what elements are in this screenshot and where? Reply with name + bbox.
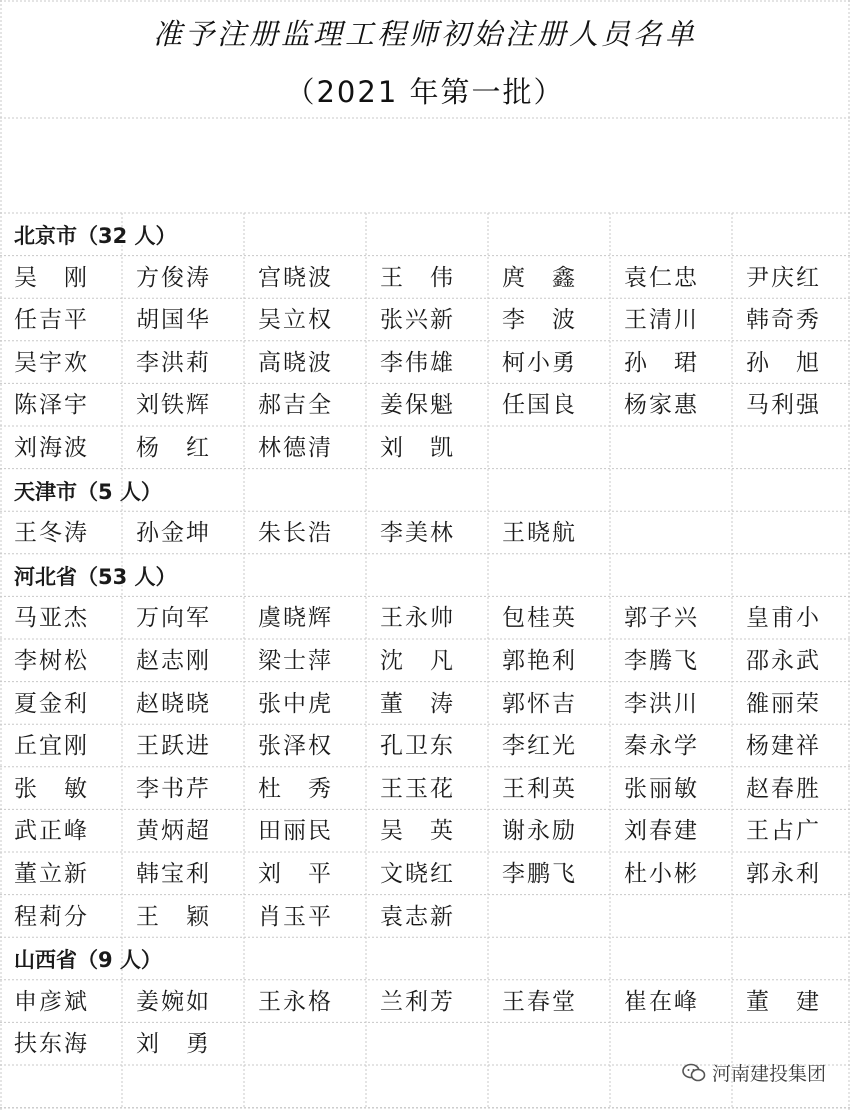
name-cell: 孔卫东 (380, 733, 455, 760)
table-row (0, 341, 850, 384)
name-cell: 郝吉全 (258, 392, 333, 419)
name-cell: 王 颖 (136, 903, 211, 930)
watermark (682, 1059, 826, 1086)
name-cell: 郭艳利 (502, 647, 577, 674)
name-cell: 吴宇欢 (14, 349, 89, 376)
name-cell: 李伟雄 (380, 349, 455, 376)
name-cell: 姜保魁 (380, 392, 455, 419)
name-cell: 杨建祥 (746, 733, 821, 760)
name-cell: 吴 刚 (14, 264, 89, 291)
name-cell: 杨家惠 (624, 392, 699, 419)
name-cell: 郭怀吉 (502, 690, 577, 717)
document-title: 准予注册监理工程师初始注册人员名单 (152, 17, 697, 51)
name-list-table (0, 213, 850, 1065)
name-cell: 梁士萍 (258, 647, 333, 674)
name-cell: 陈泽宇 (14, 392, 89, 419)
name-cell: 马利强 (746, 392, 821, 419)
name-cell: 刘 平 (258, 860, 333, 887)
name-cell: 郭永利 (746, 860, 821, 887)
name-cell: 虞晓辉 (258, 605, 333, 632)
name-cell: 文晓红 (380, 860, 455, 887)
table-row (0, 639, 850, 682)
name-cell: 王玉花 (380, 775, 455, 802)
table-row (0, 383, 850, 426)
name-cell: 姜婉如 (136, 988, 211, 1015)
name-cell: 王 伟 (380, 264, 455, 291)
table-row (0, 298, 850, 341)
name-cell: 王晓航 (502, 520, 577, 547)
name-cell: 张中虎 (258, 690, 333, 717)
name-cell: 李洪莉 (136, 349, 211, 376)
name-cell: 王跃进 (136, 733, 211, 760)
name-cell: 韩奇秀 (746, 307, 821, 334)
section-heading: 山西省（9 人） (14, 948, 162, 973)
table-row (0, 596, 850, 639)
name-cell: 杜小彬 (624, 860, 699, 887)
watermark-text: 河南建投集团 (711, 1063, 826, 1085)
table-row (0, 511, 850, 554)
name-cell: 张丽敏 (624, 775, 699, 802)
table-row (0, 852, 850, 895)
section-heading: 河北省（53 人） (14, 564, 177, 589)
table-row (0, 980, 850, 1023)
name-cell: 郭子兴 (624, 605, 699, 632)
table-row (0, 895, 850, 938)
name-cell: 董 涛 (380, 690, 455, 717)
name-cell: 李书芹 (136, 775, 211, 802)
name-cell: 丘宜刚 (14, 733, 89, 760)
section-heading: 北京市（32 人） (14, 224, 177, 248)
document-subtitle: （2021 年第一批） (285, 75, 565, 109)
name-cell: 王清川 (624, 307, 699, 334)
name-cell: 高晓波 (258, 349, 333, 376)
name-cell: 杨 红 (136, 434, 211, 461)
name-cell: 邵永武 (746, 647, 821, 674)
name-cell: 赵春胜 (746, 775, 821, 802)
name-cell: 刘海波 (14, 434, 89, 461)
name-cell: 刘铁辉 (136, 392, 211, 419)
name-cell: 孙 珺 (624, 349, 699, 376)
name-cell: 皇甫小 (746, 605, 821, 632)
table-row (0, 256, 850, 299)
name-cell: 孙金坤 (136, 520, 211, 547)
name-cell: 王春堂 (502, 988, 577, 1015)
name-cell: 朱长浩 (258, 520, 333, 547)
section-heading: 天津市（5 人） (14, 479, 162, 504)
name-cell: 马亚杰 (14, 605, 89, 632)
name-cell: 李美林 (380, 520, 455, 547)
name-cell: 肖玉平 (258, 903, 333, 930)
name-cell: 包桂英 (502, 605, 577, 632)
name-cell: 黄炳超 (136, 818, 211, 845)
section-header-row (0, 213, 850, 256)
section-header-row (0, 937, 850, 980)
table-row (0, 426, 850, 469)
name-cell: 刘春建 (624, 818, 699, 845)
name-cell: 王利英 (502, 775, 577, 802)
name-cell: 胡国华 (136, 307, 211, 334)
name-cell: 李洪川 (624, 690, 699, 717)
table-row (0, 767, 850, 810)
name-cell: 李腾飞 (624, 647, 699, 674)
name-cell: 雒丽荣 (746, 690, 821, 717)
name-cell: 袁仁忠 (624, 264, 699, 291)
name-cell: 李 波 (502, 307, 577, 334)
table-row (0, 682, 850, 725)
name-cell: 王永帅 (380, 605, 455, 632)
name-cell: 庹 鑫 (502, 264, 577, 291)
section-header-row (0, 554, 850, 597)
name-cell: 柯小勇 (502, 349, 577, 376)
name-cell: 张泽权 (258, 733, 333, 760)
name-cell: 宫晓波 (258, 264, 333, 291)
name-cell: 张 敏 (14, 775, 89, 802)
name-cell: 王占广 (746, 818, 821, 845)
table-row (0, 809, 850, 852)
name-cell: 谢永励 (502, 818, 577, 845)
name-cell: 袁志新 (380, 903, 455, 930)
name-cell: 任国良 (502, 392, 577, 419)
name-cell: 崔在峰 (624, 988, 699, 1015)
name-cell: 吴立权 (258, 307, 333, 334)
name-cell: 吴 英 (380, 818, 455, 845)
name-cell: 张兴新 (380, 307, 455, 334)
name-cell: 董 建 (746, 988, 821, 1015)
name-cell: 方俊涛 (136, 264, 211, 291)
name-cell: 王永格 (258, 988, 333, 1015)
name-cell: 任吉平 (14, 307, 89, 334)
name-cell: 程莉分 (14, 903, 89, 930)
name-cell: 夏金利 (14, 690, 89, 717)
wechat-icon (682, 1063, 706, 1083)
name-cell: 刘 勇 (136, 1031, 211, 1058)
name-cell: 赵志刚 (136, 647, 211, 674)
table-row (0, 724, 850, 767)
name-cell: 扶东海 (14, 1031, 89, 1058)
name-cell: 李树松 (14, 647, 89, 674)
name-cell: 杜 秀 (258, 775, 333, 802)
name-cell: 武正峰 (14, 818, 89, 845)
name-cell: 李红光 (502, 733, 577, 760)
name-cell: 李鹏飞 (502, 860, 577, 887)
name-cell: 董立新 (14, 860, 89, 887)
name-cell: 秦永学 (624, 733, 699, 760)
name-cell: 孙 旭 (746, 349, 821, 376)
name-cell: 刘 凯 (380, 434, 455, 461)
name-cell: 申彦斌 (14, 988, 89, 1015)
name-cell: 兰利芳 (380, 988, 455, 1015)
name-cell: 田丽民 (258, 818, 333, 845)
name-cell: 沈 凡 (380, 647, 455, 674)
name-cell: 尹庆红 (746, 264, 821, 291)
section-header-row (0, 469, 850, 512)
name-cell: 王冬涛 (14, 520, 89, 547)
name-cell: 赵晓晓 (136, 690, 211, 717)
name-cell: 林德清 (258, 434, 333, 461)
name-cell: 韩宝利 (136, 860, 211, 887)
name-cell: 万向军 (136, 605, 211, 632)
